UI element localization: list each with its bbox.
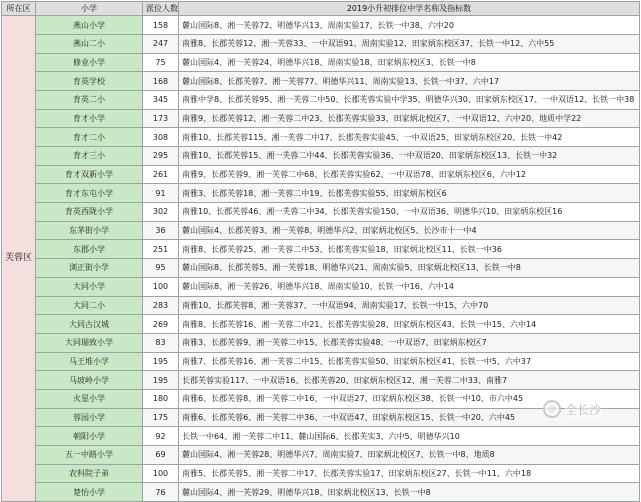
- school-name-cell: 五一中路小学: [36, 446, 143, 465]
- quota-cell: 261: [143, 165, 179, 184]
- quota-cell: 75: [143, 53, 179, 72]
- school-name-cell: 育才二小: [36, 128, 143, 147]
- allocation-detail-cell: 南雅3、长郡芙蓉18、湘一芙蓉二中19、长郡芙蓉实验55、田家炳东校区6: [179, 184, 640, 203]
- table-body: [2, 2, 640, 502]
- table-row: [2, 34, 640, 53]
- school-name-cell: 火星小学: [36, 389, 143, 408]
- allocation-detail-cell: 南雅10、长郡芙蓉115、湘一芙蓉二中17、长郡芙蓉实验45、一中双语25、田家炳东校区20、长铁一中42: [179, 128, 640, 147]
- school-name-cell: 大同古汉城: [36, 315, 143, 334]
- school-name-cell: 育英二小: [36, 90, 143, 109]
- quota-cell: 195: [143, 371, 179, 390]
- quota-cell: 76: [143, 483, 179, 502]
- quota-cell: 100: [143, 277, 179, 296]
- allocation-detail-cell: 南雅10、长郡芙蓉15、湘一芙蓉二中44、长郡芙蓉实验36、一中双语20、田家炳东校区13、长铁一中32: [179, 147, 640, 166]
- school-name-cell: 朝阳小学: [36, 427, 143, 446]
- table-row: [2, 72, 640, 91]
- school-name-cell: 育才双新小学: [36, 165, 143, 184]
- allocation-detail-cell: 麓山国际4、湘一芙蓉28、明德华兴7、周南实验7、田家炳北校区7、长铁一中8、地质8: [179, 446, 640, 465]
- school-name-cell: 农科院子弟: [36, 464, 143, 483]
- allocation-detail-cell: 麓山国际4、长郡芙蓉3、湘一芙蓉8、明德华兴2、田家炳北校区5、长沙市十一中4: [179, 221, 640, 240]
- allocation-detail-cell: 南雅7、长郡芙蓉16、湘一芙蓉二中15、长郡芙蓉实验50、田家炳东校区41、长铁一中5、六中37: [179, 352, 640, 371]
- allocation-detail-cell: 南雅6、长郡芙蓉8、湘一芙蓉二中16、一中双语27、田家炳东校区38、长铁一中10、市六中45: [179, 389, 640, 408]
- school-name-cell: 蓉园小学: [36, 408, 143, 427]
- quota-cell: 91: [143, 184, 179, 203]
- school-name-cell: 大同二小: [36, 296, 143, 315]
- allocation-detail-cell: 南雅8、长郡芙蓉25、湘一芙蓉二中53、长郡芙蓉实验18、田家炳北校区11、长铁一中36: [179, 240, 640, 259]
- allocation-detail-cell: 南雅5、长郡芙蓉5、湘一芙蓉二中17、长郡芙蓉实验17、田家炳东校区27、长铁一中11、六中18: [179, 464, 640, 483]
- allocation-detail-cell: 南雅8、长郡芙蓉12、湘一芙蓉33、一中双语91、周南实验12、田家炳东校区37、长铁一中12、六中55: [179, 34, 640, 53]
- quota-cell: 345: [143, 90, 179, 109]
- school-quota-table: [1, 1, 640, 502]
- quota-cell: 158: [143, 16, 179, 35]
- allocation-detail-cell: 麓山国际8、长郡芙蓉7、湘一芙蓉77、明德华兴11、周南实验13、长铁一中37、六中17: [179, 72, 640, 91]
- header-quota: 派位人数: [143, 2, 179, 16]
- table-row: [2, 184, 640, 203]
- quota-cell: 168: [143, 72, 179, 91]
- quota-cell: 269: [143, 315, 179, 334]
- table-row: [2, 259, 640, 278]
- school-name-cell: 楚怡小学: [36, 483, 143, 502]
- weibo-logo-icon: @: [543, 400, 561, 418]
- table-row: [2, 464, 640, 483]
- quota-cell: 173: [143, 109, 179, 128]
- allocation-detail-cell: 南雅3、长郡芙蓉9、湘一芙蓉二中15、长郡芙蓉实验48、一中双语7、田家炳东校区7: [179, 333, 640, 352]
- table-row: [2, 352, 640, 371]
- table-row: [2, 128, 640, 147]
- watermark: [543, 397, 635, 421]
- school-name-cell: 大同瑞致小学: [36, 333, 143, 352]
- quota-cell: 69: [143, 446, 179, 465]
- allocation-detail-cell: 麓山国际8、长郡芙蓉5、湘一芙蓉18、明德华兴21、周南实验5、田家炳北校区13、长铁一中8: [179, 259, 640, 278]
- allocation-detail-cell: 长郡芙蓉实验117、一中双语16、长郡芙蓉20、田家炳东校区12、湘一芙蓉二中33、南雅7: [179, 371, 640, 390]
- header-detail: 2019小升初排位中学名称及指标数: [179, 2, 640, 16]
- table-row: [2, 203, 640, 222]
- school-name-cell: 育才小学: [36, 109, 143, 128]
- school-name-cell: 马王堆小学: [36, 352, 143, 371]
- quota-cell: 308: [143, 128, 179, 147]
- table-row: [2, 165, 640, 184]
- quota-cell: 247: [143, 34, 179, 53]
- table-row: [2, 53, 640, 72]
- table-row: [2, 109, 640, 128]
- table-row: [2, 315, 640, 334]
- table-row: [2, 90, 640, 109]
- table-row: [2, 147, 640, 166]
- school-name-cell: 东茅街小学: [36, 221, 143, 240]
- header-row: [2, 2, 640, 16]
- quota-cell: 95: [143, 259, 179, 278]
- table-row: [2, 446, 640, 465]
- allocation-detail-cell: 南雅6、长郡芙蓉6、湘一芙蓉二中36、一中双语47、田家炳东校区15、长铁一中20、六中45: [179, 408, 640, 427]
- allocation-detail-cell: 南雅中学8、长郡芙蓉95、湘一芙蓉二中50、长郡芙蓉实验中学35、明德华兴30、田家炳东校区17、一中双语12、长铁一中38: [179, 90, 640, 109]
- header-district: 所在区: [2, 2, 36, 16]
- allocation-detail-cell: 南雅9、长郡芙蓉12、湘一芙蓉二中23、长郡芙蓉实验33、田家炳北校区7、一中双语12、六中20、地质中学22: [179, 109, 640, 128]
- school-name-cell: 马坡岭小学: [36, 371, 143, 390]
- table-row: [2, 296, 640, 315]
- table-row: [2, 483, 640, 502]
- table-row: [2, 371, 640, 390]
- header-school: 小学: [36, 2, 143, 16]
- allocation-detail-cell: 南雅10、长郡芙蓉8、湘一芙蓉37、一中双语94、周南实验17、长铁一中15、六中70: [179, 296, 640, 315]
- school-name-cell: 育才三小: [36, 147, 143, 166]
- allocation-detail-cell: 长铁一中64、湘一芙蓉二中11、麓山国际6、长郡芙实3、六中5、明德华兴10: [179, 427, 640, 446]
- quota-cell: 302: [143, 203, 179, 222]
- table-row: [2, 240, 640, 259]
- school-name-cell: 燕山小学: [36, 16, 143, 35]
- allocation-detail-cell: 麓山国际4、湘一芙蓉24、明德华兴18、周南实验18、田家炳东校区3、长铁一中8: [179, 53, 640, 72]
- school-name-cell: 修业小学: [36, 53, 143, 72]
- allocation-detail-cell: 南雅9、长郡芙蓉9、湘一芙蓉二中68、长郡芙蓉实验62、一中双语78、田家炳东校区6、六中12: [179, 165, 640, 184]
- school-name-cell: 育英学校: [36, 72, 143, 91]
- watermark-text: 全长沙: [565, 402, 602, 417]
- school-name-cell: 浏正街小学: [36, 259, 143, 278]
- quota-cell: 83: [143, 333, 179, 352]
- table-row: [2, 427, 640, 446]
- quota-cell: 180: [143, 389, 179, 408]
- school-name-cell: 大同小学: [36, 277, 143, 296]
- quota-cell: 283: [143, 296, 179, 315]
- school-name-cell: 育才东屯小学: [36, 184, 143, 203]
- allocation-detail-cell: 麓山国际4、湘一芙蓉29、明德华兴18、田家炳北校区13、长铁一中8: [179, 483, 640, 502]
- table-row: [2, 221, 640, 240]
- allocation-detail-cell: 南雅10、长郡芙蓉46、湘一芙蓉二中34、长郡芙蓉实验150、一中双语36、明德华兴10、田家炳东校区16: [179, 203, 640, 222]
- school-name-cell: 育英西陇小学: [36, 203, 143, 222]
- quota-cell: 295: [143, 147, 179, 166]
- quota-cell: 92: [143, 427, 179, 446]
- district-cell: 芙蓉区: [2, 16, 36, 502]
- table-row: [2, 333, 640, 352]
- school-name-cell: 燕山二小: [36, 34, 143, 53]
- table-row: [2, 277, 640, 296]
- quota-cell: 251: [143, 240, 179, 259]
- quota-cell: 175: [143, 408, 179, 427]
- allocation-detail-cell: 麓山国际8、湘一芙蓉72、明德华兴13、周南实验17、长铁一中38、六中20: [179, 16, 640, 35]
- quota-cell: 100: [143, 464, 179, 483]
- school-name-cell: 东郡小学: [36, 240, 143, 259]
- allocation-detail-cell: 南雅8、长郡芙蓉16、湘一芙蓉二中21、长郡芙蓉实验28、田家炳东校区43、长铁一中15、六中14: [179, 315, 640, 334]
- allocation-detail-cell: 麓山国际8、湘一芙蓉26、明德华兴18、周南实验10、长铁一中16、六中14: [179, 277, 640, 296]
- quota-cell: 36: [143, 221, 179, 240]
- quota-cell: 195: [143, 352, 179, 371]
- table-row: [2, 16, 640, 35]
